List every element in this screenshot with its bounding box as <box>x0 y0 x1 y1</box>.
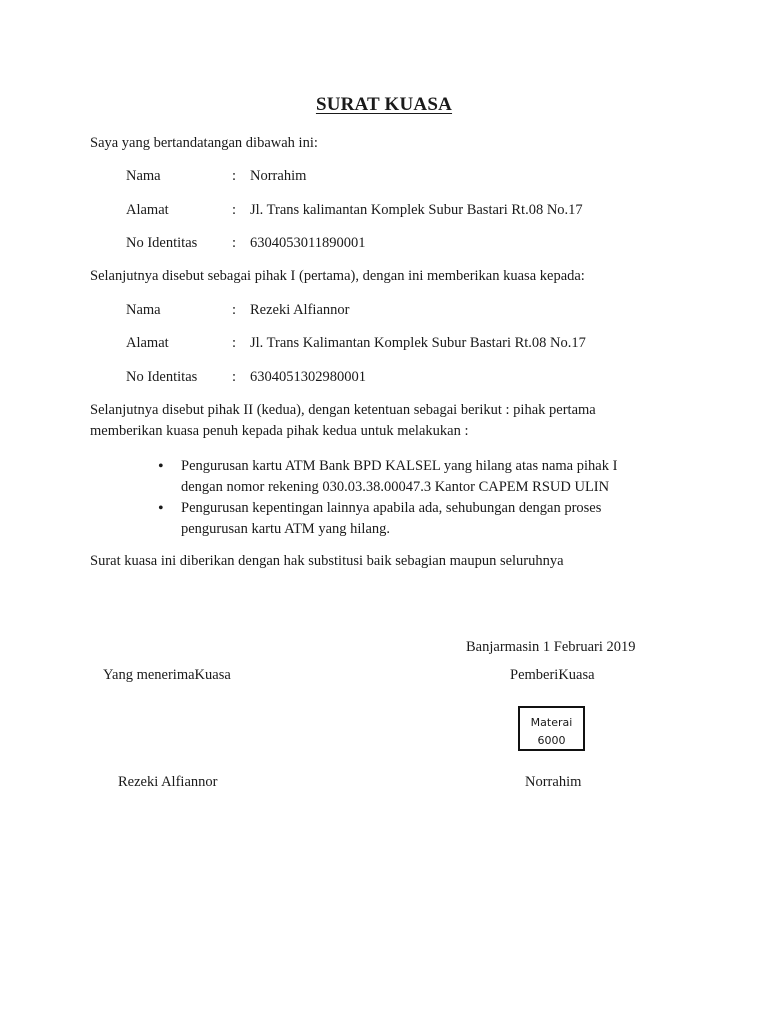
pihak1-id-value: 6304053011890001 <box>250 235 366 251</box>
pihak2-statement-line1: Selanjutnya disebut pihak II (kedua), dengan ketentuan sebagai berikut : pihak pertama <box>90 402 596 418</box>
giver-label: PemberiKuasa <box>510 667 595 683</box>
pihak1-nama-value: Norrahim <box>250 168 307 184</box>
pihak2-alamat-label: Alamat <box>126 335 169 351</box>
colon: : <box>232 335 237 351</box>
giver-name: Norrahim <box>525 774 582 790</box>
intro-text: Saya yang bertandatangan dibawah ini: <box>90 135 318 151</box>
bullet-icon: • <box>158 500 164 517</box>
colon: : <box>232 168 237 184</box>
materai-stamp-box <box>518 706 585 751</box>
bullet-icon: • <box>158 458 164 475</box>
colon: : <box>232 235 237 251</box>
bullet-2-line2: pengurusan kartu ATM yang hilang. <box>181 521 391 537</box>
bullet-2-line1: Pengurusan kepentingan lainnya apabila ada, sehubungan dengan proses <box>181 500 602 516</box>
pihak1-alamat-label: Alamat <box>126 202 169 218</box>
bullet-1-line1: Pengurusan kartu ATM Bank BPD KALSEL yang hilang atas nama pihak I <box>181 458 618 474</box>
colon: : <box>232 302 237 318</box>
receiver-name: Rezeki Alfiannor <box>118 774 218 790</box>
pihak2-statement-line2: memberikan kuasa penuh kepada pihak kedua untuk melakukan : <box>90 423 469 439</box>
pihak2-alamat-value: Jl. Trans Kalimantan Komplek Subur Bastari Rt.08 No.17 <box>250 335 586 351</box>
receiver-label: Yang menerimaKuasa <box>103 667 231 683</box>
pihak2-id-value: 6304051302980001 <box>250 369 366 385</box>
pihak2-nama-value: Rezeki Alfiannor <box>250 302 350 318</box>
bullet-1-line2: dengan nomor rekening 030.03.38.00047.3 Kantor CAPEM RSUD ULIN <box>181 479 610 495</box>
closing-statement: Surat kuasa ini diberikan dengan hak substitusi baik sebagian maupun seluruhnya <box>90 553 564 569</box>
pihak1-statement: Selanjutnya disebut sebagai pihak I (pertama), dengan ini memberikan kuasa kepada: <box>90 268 585 284</box>
pihak1-id-label: No Identitas <box>126 235 198 251</box>
materai-value: 6000 <box>537 734 566 747</box>
colon: : <box>232 369 237 385</box>
place-date: Banjarmasin 1 Februari 2019 <box>466 639 636 655</box>
pihak2-nama-label: Nama <box>126 302 161 318</box>
pihak1-alamat-value: Jl. Trans kalimantan Komplek Subur Bastari Rt.08 No.17 <box>250 202 583 218</box>
colon: : <box>232 202 237 218</box>
document-title: SURAT KUASA <box>315 94 453 115</box>
materai-label: Materai <box>530 716 573 729</box>
pihak1-nama-label: Nama <box>126 168 161 184</box>
pihak2-id-label: No Identitas <box>126 369 198 385</box>
